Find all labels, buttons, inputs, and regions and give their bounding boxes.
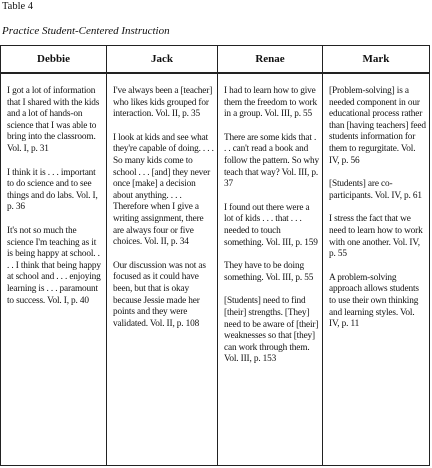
quote-paragraph: [Students] need to find [their] strengths. [They] need to be aware of [their] weaknesses so that [they] can work through them. Vol. III, p. 153 <box>224 296 319 365</box>
quote-paragraph: They have to be doing something. Vol. III, p. 55 <box>224 261 314 283</box>
quote-paragraph: A problem-solving approach allows students to use their own thinking and learning styles. Vol. IV, p. 11 <box>329 272 419 330</box>
quote-paragraph: I had to learn how to give them the freedom to work in a group. Vol. III, p. 55 <box>224 86 317 120</box>
quote-paragraph: I got a lot of information that I shared with the kids and a lot of hands-on science that I was able to bring into the classroom. Vol. I, p. 31 <box>7 86 100 154</box>
quote-paragraph: [Students] are co-participants. Vol. IV, p. 61 <box>329 179 422 201</box>
quote-paragraph: I stress the fact that we need to learn how to work with one another. Vol. IV, p. 55 <box>329 214 423 260</box>
column-mark <box>323 74 429 465</box>
column-header-jack: Jack <box>107 46 218 74</box>
quotes-table <box>0 45 430 466</box>
table-label: Table 4 <box>2 1 34 12</box>
column-jack <box>107 74 218 465</box>
quote-paragraph: I found out there were a lot of kids . . . that . . . needed to touch something. Vol. III, p. 159 <box>224 202 318 248</box>
column-header-mark: Mark <box>323 46 429 74</box>
quote-paragraph: Our discussion was not as focused as it could have been, but that is okay because Jessie made her points and they were validated. Vol. II, p. 108 <box>113 260 206 329</box>
quote-paragraph: I've always been a [teacher] who likes kids grouped for interaction. Vol. II, p. 35 <box>113 86 213 120</box>
column-header-renae: Renae <box>218 46 323 74</box>
quote-paragraph: It's not so much the science I'm teaching as it is being happy at school. . . . I think that being happy at school and . . . enjoying learning is . . . paramount to success. Vol. I, p. 40 <box>7 225 101 306</box>
quote-paragraph: I think it is . . . important to do science and to see things and do labs. Vol. I, p. 36 <box>7 167 98 213</box>
quote-paragraph: There are some kids that . . . can't read a book and follow the pattern. So why teach that way? Vol. III, p. 37 <box>224 132 319 190</box>
quote-paragraph: I look at kids and see what they're capable of doing. . . . So many kids come to school . . . [and] they never once [make] a decision about anything. . . . Therefore when I give a writing assignment, there are always four or five choices. Vol. II, p. 34 <box>113 132 214 248</box>
column-debbie <box>1 74 107 465</box>
column-renae <box>218 74 323 465</box>
column-header-debbie: Debbie <box>1 46 107 74</box>
quote-paragraph: [Problem-solving] is a needed component in our educational process rather than [having teachers] feed students information for them to regurgitate. Vol. IV, p. 56 <box>329 86 426 166</box>
table-title: Practice Student-Centered Instruction <box>2 25 170 37</box>
